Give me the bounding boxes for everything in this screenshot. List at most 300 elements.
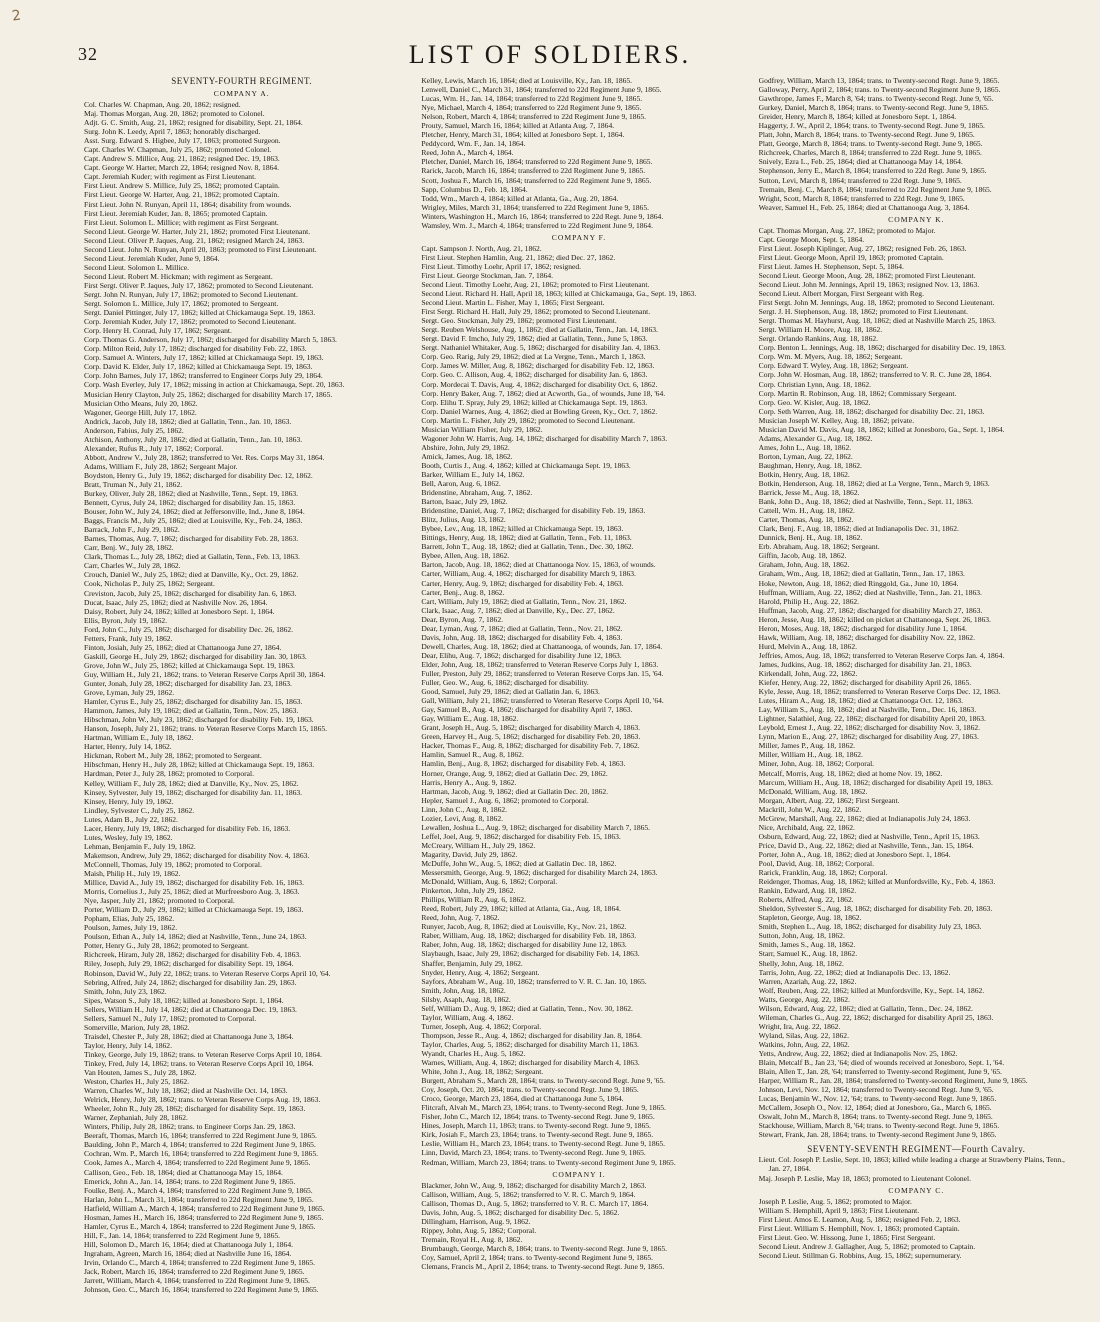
soldier-entry: Lenwell, Daniel C., March 31, 1864; transferred to 22d Regiment June 9, 1865. [421,85,662,95]
soldier-entry: First Sergt. Oliver P. Jaques, July 17, 1862; promoted to Second Lieutenant. [84,280,314,290]
soldier-entry: Bouser, John W., July 24, 1862; died at Jeffersonville, Ind., June 8, 1864. [84,507,305,517]
soldier-entry: Harold, Philip H., Aug. 22, 1862. [758,596,860,606]
soldier-entry: Van Houten, James S., July 28, 1862. [84,1068,197,1078]
soldier-entry: Hoke, Newton, Aug. 18, 1862; died Ringgold, Ga., June 10, 1864. [758,578,959,588]
soldier-entry: Fisher, John C., March 12, 1864; trans. to Twenty-second Regt. June 9, 1865. [421,1112,655,1122]
soldier-entry: Abshire, John, July 29, 1862. [421,442,510,452]
soldier-entry: Second Lieut. Richard H. Hall, April 18, 1863; killed at Chickamauga, Ga., Sept. 19, 1863. [421,289,697,299]
soldier-entry: Godfrey, William, March 13, 1864; trans. to Twenty-second Regt. June 9, 1865. [758,76,1000,85]
soldier-entry: Elder, John, Aug. 18, 1862; transferred to Veteran Reserve Corps July 1, 1863. [421,659,659,669]
soldier-entry: Hamler, Cyrus E., March 4, 1864; transferred to 22d Regiment June 9, 1865. [84,1221,316,1231]
soldier-entry: Runyer, Jacob, Aug. 8, 1862; died at Louisville, Ky., Nov. 21, 1862. [421,922,627,932]
soldier-entry: Gunter, Jonah, July 28, 1862; discharged for disability Jan. 23, 1863. [84,679,292,688]
soldier-entry: Carr, Benj. W., July 28, 1862. [84,543,174,553]
soldier-entry: Leffel, Joel, Aug. 9, 1862; discharged for disability Feb. 15, 1863. [421,831,621,841]
soldier-entry: Stewart, Frank, Jan. 28, 1864; trans. to Twenty-second Regiment June 9, 1865. [758,1130,997,1140]
text-column [84,76,399,1312]
soldier-entry: Second Lieut. George Moon, Aug. 28, 1862; promoted First Lieutenant. [758,270,976,280]
company-heading: COMPANY K. [888,214,945,224]
soldier-entry: Ames, John L., Aug. 18, 1862. [758,442,852,452]
soldier-entry: Ellis, Byron, July 19, 1862. [84,615,168,625]
soldier-entry: Atchison, Anthony, July 28, 1862; died at Gallatin, Tenn., Jan. 10, 1863. [84,434,303,444]
soldier-entry: Sergt. David F. Imcho, July 29, 1862; died at Gallatin, Tenn., June 5, 1863. [421,334,648,344]
soldier-entry: Platt, John, March 8, 1864; trans. to Twenty-second Regt. June 9, 1865. [758,130,975,140]
soldier-entry: Morris, Cornelius J., July 25, 1862; died at Murfreesboro Aug. 3, 1863. [84,887,300,897]
soldier-entry: Amick, James, Aug. 18, 1862. [421,451,513,461]
soldier-entry: Starr, Samuel K., Aug. 18, 1862. [758,949,858,959]
soldier-entry: Hosman, James H., March 16, 1864; transferred to 22d Regiment June 9, 1865. [84,1212,324,1222]
soldier-entry: Kirkendall, John, Aug. 22, 1862. [758,669,858,678]
soldier-entry: Emerick, John A., Jan. 14, 1864; trans. to 22d Regiment June 9, 1865. [84,1176,296,1186]
soldier-entry: Tinkey, Fred, July 14, 1862; trans. to Veteran Reserve Corps April 10, 1864. [84,1058,314,1068]
soldier-entry: Capt. Sampson J. North, Aug. 21, 1862. [421,243,542,253]
soldier-entry: Reed, John, Aug. 7, 1862. [421,913,500,923]
soldier-entry: Winters, Washington H., March 16, 1864; transferred to 22d Regt. June 9, 1864. [421,211,664,221]
soldier-entry: Cochran, Wm. P., March 16, 1864; transferred to 22d Regiment June 9, 1865. [84,1149,318,1159]
soldier-entry: Tremain, Royal H., Aug. 8, 1862. [421,1234,523,1244]
soldier-entry: Jeffries, Amos, Aug. 18, 1862; transferred to Veteran Reserve Corps Jan. 4, 1864. [758,650,1005,660]
soldier-entry: Hamler, Cyrus E., July 25, 1862; discharged for disability Jan. 15, 1863. [84,697,303,707]
soldier-entry: Barrack, John F., July 29, 1862. [84,525,180,535]
soldier-entry: Poulson, James, July 19, 1862. [84,923,178,933]
soldier-entry: Musician Otho Means, July 20, 1862. [84,398,198,408]
soldier-entry: Wright, Scott, March 8, 1864; transferred to 22d Regt. June 9, 1865. [758,193,965,203]
soldier-entry: Gurkey, Daniel, March 8, 1864; trans. to Twenty-second Regt. June 9, 1865. [758,103,989,113]
soldier-entry: Corp. Benton L. Jennings, Aug. 18, 1862; discharged for disability Dec. 19, 1863. [758,343,1006,353]
soldier-entry: Clark, Thomas L., July 28, 1862; died at Gallatin, Tenn., Feb. 13, 1863. [84,552,300,562]
soldier-entry: Flitcraft, Alvah M., March 23, 1864; trans. to Twenty-second Regt. June 9, 1865. [421,1103,666,1113]
soldier-entry: Hamlin, Samuel R., Aug. 8, 1862. [421,750,524,760]
soldier-entry: Nice, Archibald, Aug. 22, 1862. [758,822,855,832]
soldier-entry: Galloway, Perry, April 2, 1864; trans. to Twenty-second Regiment June 9, 1865. [758,85,1001,95]
soldier-entry: Harlan, John L., March 31, 1864; transferred to 22d Regiment June 9, 1865. [84,1194,314,1204]
soldier-entry: First Lieut. James H. Stephenson, Sept. 5, 1864. [758,261,904,271]
soldier-entry: Snively, Ezra L., Feb. 25, 1864; died at Chattanooga May 14, 1864. [758,157,963,167]
soldier-entry: Reed, John A., March 4, 1864. [421,148,514,158]
soldier-entry: First Lieut. George W. Harter, Aug. 21, 1862; promoted Captain. [84,190,280,200]
soldier-entry: First Lieut. William S. Hemphill, Nov. 1, 1863; promoted Captain. [758,1223,960,1233]
soldier-entry: Miller, James P., Aug. 18, 1862. [758,741,855,751]
soldier-entry: Second Lieut. Stillman G. Robbins, Aug. 15, 1862; supernumerary. [758,1250,962,1260]
soldier-entry: Green, Harvey H., Aug. 5, 1862; discharged for disability Feb. 20, 1863. [421,732,641,742]
soldier-entry: Alexander, Rufus R., July 17, 1862; Corporal. [84,443,224,453]
soldier-entry: Bybee, Allen, Aug. 18, 1862. [421,551,510,561]
soldier-entry: Bridenstine, Abraham, Aug. 7, 1862. [421,488,533,498]
soldier-entry: Corp. Geo. W. Kisler, Aug. 18, 1862. [758,397,871,407]
company-heading: COMPANY F. [551,232,607,242]
soldier-entry: First Lieut. George Stockman, Jan. 7, 1864. [421,270,554,280]
soldier-entry: Welrick, Henry, July 28, 1862; trans. to Veteran Reserve Corps Aug. 19, 1863. [84,1095,321,1105]
soldier-entry: Smith, John, July 23, 1862. [84,986,167,996]
soldier-entry: Gall, William, July 21, 1862; transferred to Veteran Reserve Corps April 10, '64. [421,696,664,706]
soldier-entry: Lehman, Benjamin F., July 19, 1862. [84,841,196,851]
soldier-entry: Coy, Joseph, Oct. 20, 1864; trans. to Twenty-second Regt. June 9, 1865. [421,1085,639,1095]
soldier-entry: Kelley, William F., July 28, 1862; died at Danville, Ky., Nov. 25, 1862. [84,778,299,788]
soldier-entry: Bratt, Truman N., July 21, 1862. [84,479,183,489]
soldier-entry: Makemson, Andrew, July 29, 1862; discharged for disability Nov. 4, 1863. [84,850,310,860]
soldier-entry: Clark, Benj. F., Aug. 18, 1862; died at Indianapolis Dec. 31, 1862. [758,524,959,534]
soldier-entry: Adams, William F., July 28, 1862; Sergeant Major. [84,461,238,471]
soldier-entry: Metcalf, Morris, Aug. 18, 1862; died at home Nov. 19, 1862. [758,768,943,778]
soldier-entry: Second Lieut. Jeremiah Kuder, June 9, 1864. [84,253,220,263]
soldier-entry: Thompson, Jesse R., Aug. 4, 1862; discharged for disability Jan. 8, 1864. [421,1030,642,1040]
soldier-entry: Johnson, Levi, Nov. 12, 1864; transferred to Twenty-second Regt. June 9, '65. [758,1085,994,1095]
soldier-entry: Taylor, Henry, July 14, 1862. [84,1040,172,1050]
soldier-entry: Lutes, Wesley, July 19, 1862. [84,832,173,842]
soldier-entry: Scott, Joshua F., March 16, 1864; transferred to 22d Regiment June 9, 1865. [421,175,652,185]
soldier-entry: Robinson, David W., July 22, 1862; trans. to Veteran Reserve Corps April 10, '64. [84,968,331,978]
soldier-entry: First Lieut. Andrew S. Millice, July 25, 1862; promoted Captain. [84,181,280,191]
soldier-entry: Morgan, Albert, Aug. 22, 1862; First Sergeant. [758,795,900,805]
soldier-entry: Cattell, Wm. H., Aug. 18, 1862. [758,506,855,516]
soldier-entry: Hill, Solomon D., March 16, 1864; died at Chattanooga July 1, 1864. [84,1239,293,1249]
soldier-entry: Erb. Abraham, Aug. 18, 1862; Sergeant. [758,542,880,552]
soldier-entry: Greider, Henry, March 8, 1864; killed at Jonesboro Sept. 1, 1864. [758,112,957,122]
soldier-entry: Wagoner John W. Harris, Aug. 14, 1862; discharged for disability March 7, 1863. [421,433,668,443]
soldier-entry: Sellers, William H., July 14, 1862; died at Chattanooga Dec. 19, 1863. [84,1004,297,1014]
soldier-entry: Corp. James W. Miller, Aug. 8, 1862; discharged for disability Feb. 12, 1863. [421,361,655,371]
soldier-entry: Wagoner, George Hill, July 17, 1862. [84,407,197,417]
text-column [759,76,1074,1312]
soldier-entry: Corp. Martin R. Robinson, Aug. 18, 1862; Commissary Sergeant. [758,388,957,398]
soldier-entry: Oswalt, John M., March 8, 1864; trans. to Twenty-second Regt. June 9, 1865. [758,1112,993,1122]
soldier-entry: Barker, William E., July 14, 1862. [421,469,525,479]
soldier-entry: Haggerty, J. W., April 2, 1864; trans. to Twenty-second Regt. June 9, 1865. [758,121,985,131]
soldier-entry: Lacer, Henry, July 19, 1862; discharged for disability Feb. 16, 1863. [84,823,291,833]
soldier-entry: Kinsey, Henry, July 19, 1862. [84,796,174,806]
soldier-entry: Messersmith, George, Aug. 9, 1862; discharged for disability March 24, 1863. [421,868,658,878]
soldier-entry: Lieut. Col. Joseph P. Leslie, Sept. 10, 1863; killed while leading a charge at Strawberry Plains, Tenn., Jan. 27, 1864. [758,1155,1065,1174]
soldier-entry: Corp. Elihu T. Spray, July 29, 1862; killed at Chickamauga Sept. 19, 1863. [421,397,648,407]
soldier-entry: Lucas, Wm. H., Jan. 14, 1864; transferred to 22d Regiment June 9, 1865. [421,94,643,104]
soldier-entry: Watkins, John, Aug. 22, 1862. [758,1039,850,1049]
soldier-entry: Lutes, Adam B., July 22, 1862. [84,814,178,824]
soldier-entry: Wheeler, John R., July 28, 1862; discharged for disability Sept. 19, 1863. [84,1104,306,1114]
soldier-entry: Corp. Thomas G. Anderson, July 17, 1862; discharged for disability March 5, 1863. [84,335,337,345]
soldier-entry: Gawthrope, James F., March 8, '64; trans. to Twenty-second Regt. June 9, '65. [758,94,994,104]
soldier-entry: Barnes, Thomas, Aug. 7, 1862; discharged for disability Feb. 28, 1863. [84,534,299,544]
soldier-entry: Miner, John, Aug. 18, 1862; Corporal. [758,759,875,769]
soldier-entry: Graham, John, Aug. 18, 1862. [758,560,850,570]
soldier-entry: Sutton, John, Aug. 18, 1862. [758,931,845,941]
soldier-entry: Callison, Geo., Feb. 18, 1864; died at Chattanooga May 15, 1864. [84,1167,283,1177]
soldier-entry: Millice, David A., July 19, 1862; discharged for disability Feb. 16, 1863. [84,878,304,888]
soldier-entry: Second Lieut. Solomon L. Millice. [84,262,190,272]
soldier-entry: Corp. Henry H. Conrad, July 17, 1862; Sergeant. [84,326,232,336]
soldier-entry: Warren, Charles W., July 18, 1862; died at Nashville Oct. 14, 1863. [84,1086,288,1096]
soldier-entry: Sergt. Solomon L. Millice, July 17, 1862; promoted to Sergeant. [84,299,279,309]
soldier-entry: Huffman, Jacob, Aug. 27, 1862; discharged for disability March 27, 1863. [758,605,983,615]
soldier-entry: Bank, John D., Aug. 18, 1862; died at Nashville, Tenn., Sept. 11, 1863. [758,497,973,507]
text-column [421,76,736,1312]
soldier-entry: Carter, William, Aug. 4, 1862; discharged for disability March 9, 1863. [421,569,636,579]
soldier-entry: Fuller, Preston, July 29, 1862; transferred to Veteran Reserve Corps Jan. 15, '64. [421,669,664,678]
soldier-entry: Rarick, Jacob, March 16, 1864; transferred to 22d Regiment June 9, 1865. [421,166,646,176]
soldier-entry: Corp. Edward T. Wyley, Aug. 18, 1862; Sergeant. [758,361,909,371]
soldier-entry: Capt. Andrew S. Millice, Aug. 21, 1862; resigned Dec. 19, 1863. [84,154,280,164]
soldier-entry: Sapp, Columbus D., Feb. 18, 1864. [421,184,528,194]
soldier-entry: Ducat, Isaac, July 25, 1862; died at Nashville Nov. 26, 1864. [84,597,268,607]
soldier-entry: Sergt. John N. Runyan, July 17, 1862; promoted to Second Lieutenant. [84,289,298,299]
soldier-entry: Hardman, Peter J., July 28, 1862; promoted to Corporal. [84,769,254,779]
soldier-entry: Porter, John A., Aug. 18, 1862; died at Jonesboro Sept. 1, 1864. [758,849,951,859]
soldier-entry: Abbott, Andrew V., July 28, 1862; transferred to Vet. Res. Corps May 31, 1864. [84,452,325,462]
company-heading: COMPANY I. [552,1169,606,1179]
soldier-entry: Blain, Allen T., Jan. 28, '64; transferred to Twenty-second Regiment, June 9, '65. [758,1067,1002,1077]
soldier-entry: Finton, Josiah, July 25, 1862; died at Chattanooga June 27, 1864. [84,642,282,652]
soldier-entry: Barrett, John T., Aug. 18, 1862; died at Gallatin, Tenn., Dec. 30, 1862. [421,542,634,552]
soldier-entry: Yetts, Andrew, Aug. 22, 1862; died at Indianapolis Nov. 25, 1862. [758,1048,958,1058]
soldier-entry: Andrick, Jacob, July 18, 1862; died at Gallatin, Tenn., Jan. 10, 1863. [84,416,292,426]
soldier-entry: Kirk, Josiah F., March 23, 1864; trans. to Twenty-second Regt. June 9, 1865. [421,1130,654,1140]
soldier-entry: Callison, Thomas D., Aug. 5, 1862; transferred to V. R. C. March 17, 1864. [421,1198,649,1208]
soldier-entry: Wilson, Edward, Aug. 22, 1862; died at Gallatin, Tenn., Dec. 24, 1862. [758,1003,973,1013]
soldier-entry: Marcum, William H., Aug. 18, 1862; discharged for disability April 19, 1863. [758,777,993,787]
soldier-entry: Second Lieut. Oliver P. Jaques, Aug. 21, 1862; resigned March 24, 1863. [84,235,305,245]
soldier-entry: Nye, Michael, March 4, 1864; transferred to 22d Regiment June 9, 1865. [421,103,642,113]
soldier-entry: Weaver, Samuel H., Feb. 25, 1864; died at Chattanooga Aug. 3, 1864. [758,202,970,212]
soldier-entry: Sellers, Samuel N., July 17, 1862; promoted to Corporal. [84,1013,257,1023]
soldier-entry: Self, William D., Aug. 9, 1862; died at Gallatin, Tenn., Nov. 30, 1862. [421,1003,633,1013]
soldier-entry: Capt. George W. Harter, March 22, 1864; resigned Nov. 8, 1864. [84,163,280,173]
soldier-entry: Harper, William R., Jan. 28, 1864; transferred to Twenty-second Regiment, June 9, 1865. [758,1076,1028,1086]
soldier-entry: Boydston, Henry G., July 19, 1862; discharged for disability Dec. 12, 1862. [84,470,313,480]
soldier-entry: Raber, John, Aug. 18, 1862; discharged for disability June 12, 1863. [421,940,627,950]
soldier-entry: Dewell, Charles, Aug. 18, 1862; died at Chattanooga, of wounds, Jan. 17, 1864. [421,641,663,651]
soldier-entry: Shelly, John, Aug. 18, 1862. [758,958,844,968]
soldier-entry: Booth, Curtis J., Aug. 4, 1862; killed at Chickamauga Sept. 19, 1863. [421,460,631,470]
soldier-entry: Davis, John, Aug. 18, 1862; discharged for disability Feb. 4, 1863. [421,632,623,642]
soldier-entry: Joseph P. Leslie, Aug. 5, 1862; promoted to Major. [758,1196,912,1206]
page-title: LIST OF SOLDIERS. [408,40,692,69]
soldier-entry: Corp. Mordecai T. Davis, Aug. 4, 1862; discharged for disability Oct. 6, 1862. [421,379,658,389]
soldier-entry: First Lieut. Amos E. Leamon, Aug. 5, 1862; resigned Feb. 2, 1863. [758,1214,961,1224]
soldier-entry: Platt, George, March 8, 1864; trans. to Twenty-second Regt. June 9, 1865. [758,139,983,149]
soldier-entry: Beeraft, Thomas, March 16, 1864; transferred to 22d Regiment June 9, 1865. [84,1131,317,1141]
soldier-entry: Fuller, Geo. W., Aug. 6, 1862; discharged for disability. [421,678,589,688]
soldier-entry: Hartman, William E., July 18, 1862. [84,733,194,743]
soldier-entry: Second Lieut. John M. Jennings, April 19, 1863; resigned Nov. 13, 1863. [758,279,980,289]
soldier-entry: Kiefer, Henry, Aug. 22, 1862; discharged for disability April 26, 1865. [758,678,972,688]
soldier-entry: Pinkerton, John, July 29, 1862. [421,886,516,896]
soldier-entry: Watts, George, Aug. 22, 1862. [758,994,850,1004]
soldier-entry: Hibschman, Henry H., July 28, 1862; killed at Chickamauga Sept. 19, 1863. [84,760,315,770]
soldier-entry: Maj. Thomas Morgan, Aug. 20, 1862; promoted to Colonel. [84,109,265,119]
soldier-entry: Grove, Lyman, July 29, 1862. [84,688,175,698]
soldier-entry: Grove, John W., July 25, 1862; killed at Chickamauga Sept. 19, 1863. [84,660,295,670]
soldier-entry: Warren, Azariah, Aug. 22, 1862. [758,976,857,986]
soldier-entry: McDonald, William, Aug. 18, 1862. [758,786,868,796]
soldier-entry: Jack, Robert, March 16, 1864; transferred to 22d Regiment June 9, 1865. [84,1267,305,1277]
soldier-entry: Carter, Thomas, Aug. 18, 1862. [758,515,854,525]
soldier-entry: Coy, Samuel, April 2, 1864; trans. to Twenty-second Regiment June 9, 1865. [421,1252,654,1262]
soldier-entry: Dear, Byron, Aug. 7, 1862. [421,614,503,624]
soldier-entry: Roberts, Alfred, Aug. 22, 1862. [758,895,854,905]
soldier-entry: Reed, Robert, July 29, 1862; killed at Atlanta, Ga., Aug. 18, 1864. [421,904,621,914]
soldier-entry: Guy, William H., July 21, 1862; trans. to Veteran Reserve Corps April 30, 1864. [84,669,326,679]
soldier-entry: Corp. Daniel Warnes, Aug. 4, 1862; died at Bowling Green, Ky., Oct. 7, 1862. [421,406,658,416]
soldier-entry: Stephenson, Jerry E., March 8, 1864; transferred to 22d Regt. June 9, 1865. [758,166,987,176]
soldier-entry: Sergt. Nathaniel Whitaker, Aug. 5, 1862; discharged for disability Jan. 4, 1863. [421,343,660,353]
soldier-entry: Wyland, Silas, Aug. 22, 1862. [758,1030,849,1040]
soldier-entry: Sheldon, Sylvester S., Aug. 18, 1862; discharged for disability Feb. 20, 1863. [758,904,993,914]
soldier-entry: Ingraham, Agreen, March 16, 1864; died at Nashville June 16, 1864. [84,1248,292,1258]
soldier-entry: Peddycord, Wm. F., Jan. 14, 1864. [421,139,526,149]
soldier-entry: Gay, William E., Aug. 18, 1862. [421,714,519,724]
regiment-heading: SEVENTY-FOURTH REGIMENT. [171,76,313,86]
soldier-entry: Kyle, Jesse, Aug. 18, 1862; transferred to Veteran Reserve Corps Dec. 12, 1863. [758,687,1001,697]
soldier-entry: Col. Charles W. Chapman, Aug. 20, 1862; resigned. [84,100,241,109]
soldier-entry: Sergt. Daniel Pittinger, July 17, 1862; killed at Chickamauga Sept. 19, 1863. [84,308,316,318]
soldier-entry: Capt. George Moon, Sept. 5, 1864. [758,234,865,244]
soldier-entry: Rippey, John, Aug. 5, 1862; Corporal. [421,1225,537,1235]
soldier-entry: Hamlin, Benj., Aug. 8, 1862; discharged for disability Feb. 4, 1863. [421,759,626,769]
soldier-entry: Sebring, Alfred, July 24, 1862; discharged for disability Jan. 29, 1863. [84,977,297,987]
soldier-entry: Capt. Jeremiah Kuder; with regiment as First Lieutenant. [84,172,257,182]
soldier-entry: Second Lieut. Andrew J. Gallagher, Aug. 5, 1862; promoted to Captain. [758,1241,976,1251]
soldier-entry: Bennett, Cyrus, July 24, 1862; discharged for disability Jan. 15, 1863. [84,498,296,508]
soldier-entry: Corp. John Barnes, July 17, 1862; transferred to Engineer Corps July 29, 1864. [84,371,323,381]
soldier-entry: Good, Samuel, July 29, 1862; died at Gallatin Jan. 6, 1863. [421,687,600,697]
soldier-entry: Lewallen, Joshua L., Aug. 9, 1862; discharged for disability March 7, 1865. [421,822,651,832]
soldier-entry: Corp. Geo. Rarig, July 29, 1862; died at La Vergne, Tenn., March 1, 1863. [421,352,646,362]
soldier-entry: Asst. Surg. Edward S. Higbee, July 17, 1863; promoted Surgeon. [84,136,281,146]
soldier-entry: Lightner, Salathiel, Aug. 22, 1862; discharged for disability April 20, 1863. [758,714,986,724]
soldier-entry: Barton, Isaac, July 29, 1862. [421,497,508,507]
soldier-entry: Foulke, Benj. A., March 4, 1864; transferred to 22d Regiment June 9, 1865. [84,1185,313,1195]
soldier-entry: Wright, Ira, Aug. 22, 1862. [758,1021,841,1031]
soldier-entry: Osburn, Edward, Aug. 22, 1862; died at Nashville, Tenn., April 15, 1863. [758,831,980,841]
soldier-entry: Mackrill, John W., Aug. 22, 1862. [758,804,862,814]
soldier-entry: First Lieut. Stephen Hamlin, Aug. 21, 1862; died Dec. 27, 1862. [421,252,616,262]
soldier-entry: Sutton, Levi, March 8, 1864; transferred to 22d Regt. June 9, 1865. [758,175,962,185]
soldier-entry: Anderson, Fabius, July 25, 1862. [84,425,184,435]
soldier-entry: Shaffer, Benjamin, July 29, 1862. [421,958,523,968]
soldier-entry: Huffman, William, Aug. 22, 1862; died at Nashville, Tenn., Jan. 21, 1863. [758,587,982,597]
soldier-entry: Heron, Jesse, Aug. 18, 1862; killed on picket at Chattanooga, Sept. 26, 1863. [758,614,991,624]
soldier-entry: Irvin, Orlando C., March 4, 1864; transferred to 22d Regiment June 9, 1865. [84,1258,315,1267]
soldier-entry: Carr, Charles W., July 28, 1862. [84,561,181,571]
soldier-entry: White, John J., Aug. 18, 1862; Sergeant. [421,1067,544,1077]
soldier-entry: Corp. Henry Baker, Aug. 7, 1862; died at Acworth, Ga., of wounds, June 18, '64. [421,388,666,398]
soldier-entry: Baughman, Henry, Aug. 18, 1862. [758,460,862,470]
soldier-entry: Sayfors, Abraham W., Aug. 10, 1862; transferred to V. R. C. Jan. 10, 1865. [421,976,647,986]
soldier-entry: Surg. John K. Leedy, April 7, 1863; honorably discharged. [84,127,261,137]
soldier-entry: Stackhouse, William, March 8, '64; trans. to Twenty-second Regt. June 9, 1865. [758,1121,1000,1131]
soldier-entry: Potter, Henry G., July 28, 1862; promoted to Sergeant. [84,941,249,951]
soldier-entry: Bell, Aaron, Aug. 6, 1862. [421,479,501,489]
soldier-entry: Phillips, William R., Aug. 6, 1862. [421,895,526,905]
soldier-entry: Hacker, Thomas F., Aug. 8, 1862; discharged for disability Feb. 7, 1862. [421,741,640,751]
soldier-entry: Davis, John, Aug. 5, 1862; discharged for disability Dec. 5, 1862. [421,1207,620,1217]
soldier-entry: Baulding, John P., March 4, 1864; transferred to 22d Regiment June 9, 1865. [84,1140,316,1150]
soldier-entry: James, Judkins, Aug. 18, 1862; discharged for disability Jan. 21, 1863. [758,659,972,669]
soldier-entry: Crouch, Daniel W., July 25, 1862; died at Danville, Ky., Oct. 29, 1862. [84,570,299,580]
soldier-entry: Bridenstine, Daniel, Aug. 7, 1862; discharged for disability Feb. 19, 1863. [421,506,646,516]
soldier-entry: First Lieut. Geo. W. Hissong, June 1, 1865; First Sergeant. [758,1232,936,1242]
soldier-entry: Blitz, Julius, Aug. 13, 1862. [421,515,506,525]
soldier-entry: Sergt. William H. Moore, Aug. 18, 1862. [758,325,883,335]
soldier-entry: McGrew, Marshall, Aug. 22, 1862; died at Indianapolis July 24, 1863. [758,813,971,823]
soldier-entry: Maj. Joseph P. Leslie, May 18, 1863; promoted to Lieutenant Colonel. [758,1173,971,1183]
soldier-entry: Corp. Jeremiah Kuder, July 17, 1862; promoted to Second Lieutenant. [84,317,297,327]
soldier-entry: Burkey, Oliver, July 28, 1862; died at Nashville, Tenn., Sept. 19, 1863. [84,489,299,499]
soldier-entry: Rankin, Edward, Aug. 18, 1862. [758,886,857,896]
soldier-entry: Capt. Thomas Morgan, Aug. 27, 1862; promoted to Major. [758,225,936,235]
soldier-entry: Musician William Fisher, July 29, 1862. [421,424,543,434]
soldier-entry: Corp. Samuel A. Winters, July 17, 1862; killed at Chickamauga Sept. 19, 1863. [84,353,324,363]
soldier-entry: Stapleton, George, Aug. 18, 1862. [758,913,862,923]
soldier-entry: Clemans, Francis M., April 2, 1864; trans. to Twenty-second Regt. June 9, 1865. [421,1262,665,1271]
soldier-entry: Harter, Henry, July 14, 1862. [84,742,172,752]
soldier-entry: Callison, William, Aug. 5, 1862; transferred to V. R. C. March 9, 1864. [421,1189,636,1199]
soldier-entry: Smith, Stephen L., Aug. 18, 1862; discharged for disability July 23, 1863. [758,922,982,932]
soldier-entry: Richcreek, Hiram, July 28, 1862; discharged for disability Feb. 4, 1863. [84,950,302,960]
company-heading: COMPANY A. [213,89,270,98]
soldier-entry: Sipes, Watson S., July 18, 1862; killed at Jonesboro Sept. 1, 1864. [84,995,284,1005]
soldier-entry: Hill, F., Jan. 14, 1864; transferred to 22d Regiment June 9, 1865. [84,1230,281,1240]
soldier-entry: Cart, William, July 19, 1862; died at Gallatin, Tenn., Nov. 21, 1862. [421,596,627,606]
soldier-entry: Dear, Elihu, Aug. 7, 1862; discharged for disability June 12, 1863. [421,650,622,660]
soldier-entry: Hartman, Jacob, Aug. 9, 1862; died at Gallatin Dec. 20, 1862. [421,786,609,796]
soldier-entry: Snyder, Henry, Aug. 4, 1862; Sergeant. [421,967,540,977]
soldier-entry: Corp. David K. Elder, July 17, 1862; killed at Chickamauga Sept. 19, 1863. [84,362,313,372]
soldier-entry: Smith, John, Aug. 18, 1862. [421,985,506,995]
soldier-entry: Dunnick, Benj. H., Aug. 18, 1862. [758,533,863,543]
soldier-entry: Barrick, Jesse M., Aug. 18, 1862. [758,488,860,498]
soldier-entry: First Lieut. Joseph Kiplinger, Aug. 27, 1862; resigned Feb. 26, 1863. [758,243,967,253]
soldier-entry: Hibschman, John W., July 23, 1862; discharged for disability Feb. 19, 1863. [84,715,314,725]
soldier-entry: Adams, Alexander G., Aug. 18, 1862. [758,433,873,443]
soldier-entry: Hurd, Melvin A., Aug. 18, 1862. [758,641,857,651]
soldier-entry: McConnell, Thomas, July 19, 1862; promoted to Corporal. [84,859,262,869]
soldier-entry: Baggs, Francis M., July 25, 1862; died at Louisville, Ky., Feb. 24, 1863. [84,516,303,526]
soldier-entry: First Lieut. Jeremiah Kuder, Jan. 8, 1865; promoted Captain. [84,208,268,218]
soldier-entry: Tremain, Benj. C., March 8, 1864; transferred to 22d Regiment June 9, 1865. [758,184,992,194]
soldier-entry: Lay, William S., Aug. 18, 1862; died at Nashville, Tenn., Dec. 16, 1863. [758,705,977,715]
soldier-entry: Hammon, James, July 19, 1862; died at Gallatin, Tenn., Nov. 25, 1863. [84,706,299,716]
soldier-entry: Second Lieut. Albert Morgan, First Sergeant with Reg. [758,289,924,299]
soldier-entry: Pletcher, Henry, March 31, 1864; killed at Jonesboro Sept. 1, 1864. [421,130,625,140]
soldier-entry: Adjt. G. C. Smith, Aug. 21, 1862; resigned for disability, Sept. 21, 1864. [84,118,303,128]
soldier-entry: Blain, Metcalf B., Jan 23, '64; died of wounds received at Jonesboro, Sept. 1, '64. [758,1058,1005,1068]
soldier-entry: Rarick, Franklin, Aug. 18, 1862; Corporal. [758,868,888,878]
soldier-entry: Wamsley, Wm. J., March 4, 1864; transferred to 22d Regiment June 9, 1864. [421,220,653,230]
soldier-entry: Corp. Martin L. Fisher, July 29, 1862; promoted to Second Lieutenant. [421,415,636,425]
soldier-entry: Pletcher, Daniel, March 16, 1864; transferred to 22d Regiment June 9, 1865. [421,157,653,167]
soldier-entry: Burgett, Abraham S., March 28, 1864; trans. to Twenty-second Regt. June 9, '65. [421,1076,666,1086]
soldier-entry: Second Lieut. Martin L. Fisher, May 1, 1865; First Sergeant. [421,298,605,308]
soldier-entry: Prouty, Samuel, March 16, 1864; killed at Atlanta Aug. 7, 1864. [421,121,615,131]
soldier-entry: Second Lieut. Robert M. Hickman; with regiment as Sergeant. [84,271,273,281]
soldier-entry: Kelley, Lewis, March 16, 1864; died at Louisville, Ky., Jan. 18, 1865. [421,76,633,85]
soldier-entry: Capt. Charles W. Chapman, July 25, 1862; promoted Colonel. [84,145,272,155]
soldier-entry: Croco, George, March 23, 1864, died at Chattanooga June 5, 1864. [421,1094,624,1104]
soldier-entry: Musician Henry Clayton, July 25, 1862; discharged for disability March 17, 1865. [84,389,333,399]
regiment-heading: SEVENTY-SEVENTH REGIMENT—Fourth Cavalry. [807,1144,1026,1155]
soldier-entry: Blackmer, John W., Aug. 9, 1862; discharged for disability March 2, 1863. [421,1180,647,1190]
soldier-entry: Wolf, Reuben, Aug. 22, 1862; killed at Munfordsville, Ky., Sept. 14, 1862. [758,985,985,995]
margin-annotation: 2 [10,7,22,25]
soldier-entry: Carter, Benj., Aug. 8, 1862. [421,587,505,597]
soldier-entry: Taylor, William, Aug. 4, 1862. [421,1012,514,1022]
soldier-entry: Sergt. Orlando Rankins, Aug. 18, 1862. [758,334,879,344]
soldier-entry: Brumbaugh, George, March 8, 1864; trans. to Twenty-second Regt. June 9, 1865. [421,1243,668,1253]
soldier-entry: Lutes, Hiram A., Aug. 18, 1862; died at Chattanooga Oct. 12, 1863. [758,696,964,706]
soldier-entry: Price, David D., Aug. 22, 1862; died at Nashville, Tenn., Jan. 15, 1864. [758,840,974,850]
soldier-entry: Dillingham, Harrison, Aug. 9, 1862. [421,1216,531,1226]
soldier-entry: Wrigley, Miles, March 31, 1864; transferred to 22d Regiment June 9, 1865. [421,202,649,212]
